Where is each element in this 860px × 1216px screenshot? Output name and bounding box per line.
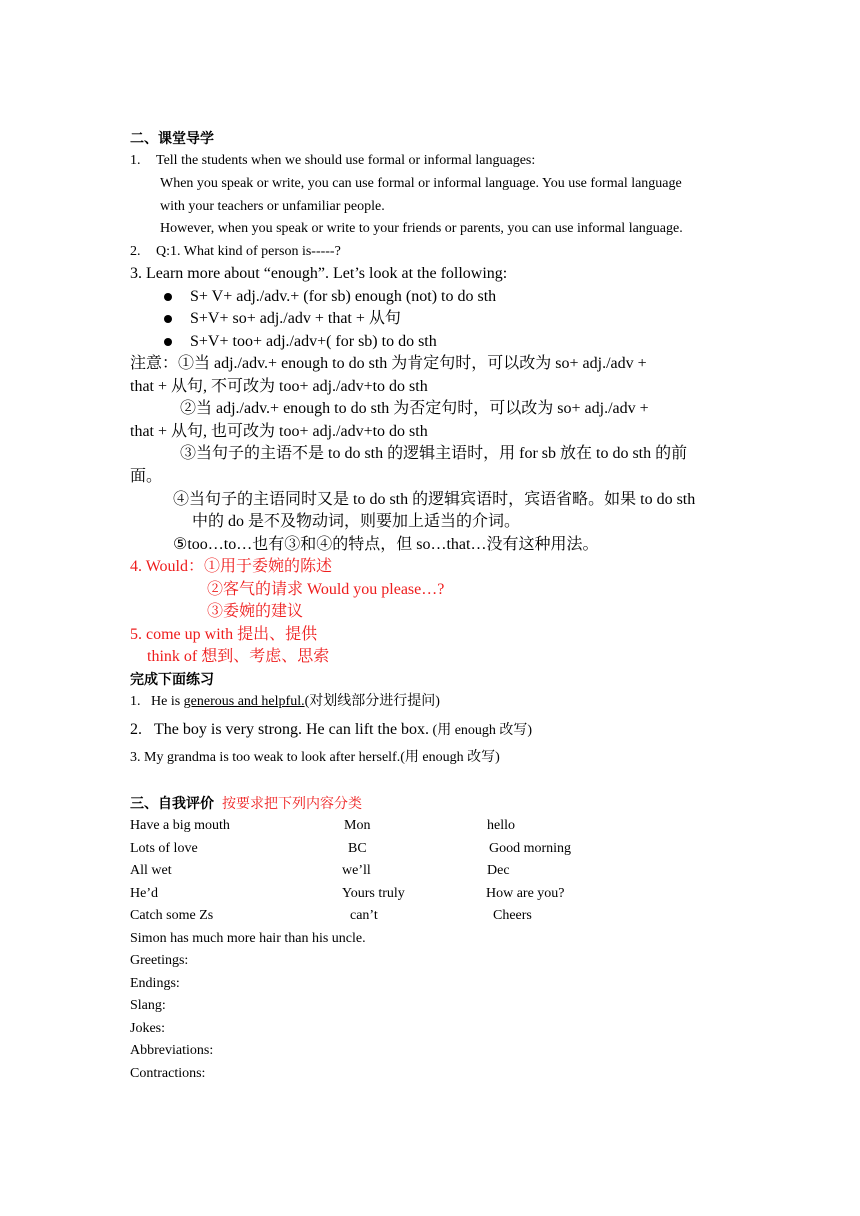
- example-sentence: Simon has much more hair than his uncle.: [130, 931, 366, 946]
- grid-cell: Good morning: [489, 841, 572, 856]
- note-1-line-1: 注意：①当 adj./adv.+ enough to do sth 为肯定句时，可以改为 so+ adj./adv +: [130, 355, 647, 372]
- category-label-slang: Slang:: [130, 998, 166, 1013]
- item-3-heading: 3. Learn more about “enough”. Let’s look at the following:: [130, 265, 508, 282]
- note-4-line-2: 中的 do 是不及物动词，则要加上适当的介词。: [192, 513, 521, 530]
- grid-cell: Lots of love: [130, 841, 198, 856]
- grid-cell: Dec: [487, 863, 510, 878]
- exercise-2-instruction: (用 enough 改写): [429, 723, 533, 738]
- grid-cell: He’d: [130, 886, 158, 901]
- exercise-title: 完成下面练习: [130, 671, 214, 687]
- category-label-jokes: Jokes:: [130, 1021, 165, 1036]
- exercise-2-number: 2.: [130, 721, 142, 738]
- note-5: ⑤too…to…也有③和④的特点，但 so…that…没有这种用法。: [173, 536, 599, 553]
- grid-cell: Cheers: [493, 908, 532, 923]
- item-4-line-2: ②客气的请求 Would you please…?: [207, 581, 445, 598]
- grid-cell: How are you?: [486, 886, 565, 901]
- section-title-classroom-guide: 二、课堂导学: [130, 130, 214, 146]
- note-3-line-2: 面。: [130, 468, 163, 485]
- item-1-paragraph-line-1: When you speak or write, you can use formal or informal language. You use formal language: [160, 176, 682, 191]
- item-1-paragraph-line-3: However, when you speak or write to your friends or parents, you can use informal language.: [160, 221, 683, 236]
- grid-cell: can’t: [350, 908, 378, 923]
- category-label-abbreviations: Abbreviations:: [130, 1043, 214, 1058]
- grid-cell: Mon: [344, 818, 371, 833]
- exercise-1-instruction: (对划线部分进行提问): [304, 694, 440, 709]
- grid-cell: All wet: [130, 863, 172, 878]
- section-3-subtitle: 按要求把下列内容分类: [222, 795, 362, 811]
- bullet-item-3: S+V+ too+ adj./adv+( for sb) to do sth: [190, 333, 437, 350]
- note-4-line-1: ④当句子的主语同时又是 to do sth 的逻辑宾语时，宾语省略。如果 to do sth: [173, 491, 696, 508]
- category-label-greetings: Greetings:: [130, 953, 189, 968]
- grid-cell: Yours truly: [342, 886, 405, 901]
- exercise-2: [130, 722, 532, 738]
- exercise-1-pre: He is: [151, 694, 184, 709]
- exercise-3: 3. My grandma is too weak to look after herself.(用 enough 改写): [130, 750, 500, 765]
- grid-cell: Catch some Zs: [130, 908, 214, 923]
- exercise-1-underlined: generous and helpful.: [183, 694, 305, 709]
- grid-cell: we’ll: [342, 863, 371, 878]
- bullet-icon: [164, 293, 172, 301]
- item-2-text: Q:1. What kind of person is-----?: [156, 244, 341, 259]
- item-1-number: 1.: [130, 153, 141, 168]
- item-1-paragraph-line-2: with your teachers or unfamiliar people.: [160, 199, 385, 214]
- exercise-1: [130, 695, 440, 709]
- item-5-line-2: think of 想到、考虑、思索: [147, 648, 330, 665]
- exercise-2-text: The boy is very strong. He can lift the box.: [154, 721, 430, 738]
- grid-cell: hello: [487, 818, 515, 833]
- category-label-endings: Endings:: [130, 976, 180, 991]
- item-4-line-3: ③委婉的建议: [207, 603, 304, 620]
- category-label-contractions: Contractions:: [130, 1066, 206, 1081]
- item-2-number: 2.: [130, 244, 141, 259]
- exercise-1-number: 1.: [130, 694, 141, 709]
- bullet-item-1: S+ V+ adj./adv.+ (for sb) enough (not) to do sth: [190, 288, 497, 305]
- item-4-line-1: 4. Would：①用于委婉的陈述: [130, 558, 332, 575]
- bullet-icon: [164, 338, 172, 346]
- note-2-line-1: ②当 adj./adv.+ enough to do sth 为否定句时，可以改为 so+ adj./adv +: [180, 400, 649, 417]
- bullet-item-2: S+V+ so+ adj./adv + that + 从句: [190, 310, 401, 327]
- grid-cell: BC: [348, 841, 367, 856]
- item-5-line-1: 5. come up with 提出、提供: [130, 626, 318, 643]
- item-1-text: Tell the students when we should use formal or informal languages:: [156, 153, 536, 168]
- bullet-icon: [164, 315, 172, 323]
- section-3-heading: [130, 796, 362, 812]
- note-1-line-2: that + 从句, 不可改为 too+ adj./adv+to do sth: [130, 378, 428, 395]
- note-3-line-1: ③当句子的主语不是 to do sth 的逻辑主语时，用 for sb 放在 to do sth 的前: [180, 445, 688, 462]
- note-2-line-2: that + 从句, 也可改为 too+ adj./adv+to do sth: [130, 423, 428, 440]
- grid-cell: Have a big mouth: [130, 818, 230, 833]
- section-title-self-evaluation: 三、自我评价: [130, 795, 214, 811]
